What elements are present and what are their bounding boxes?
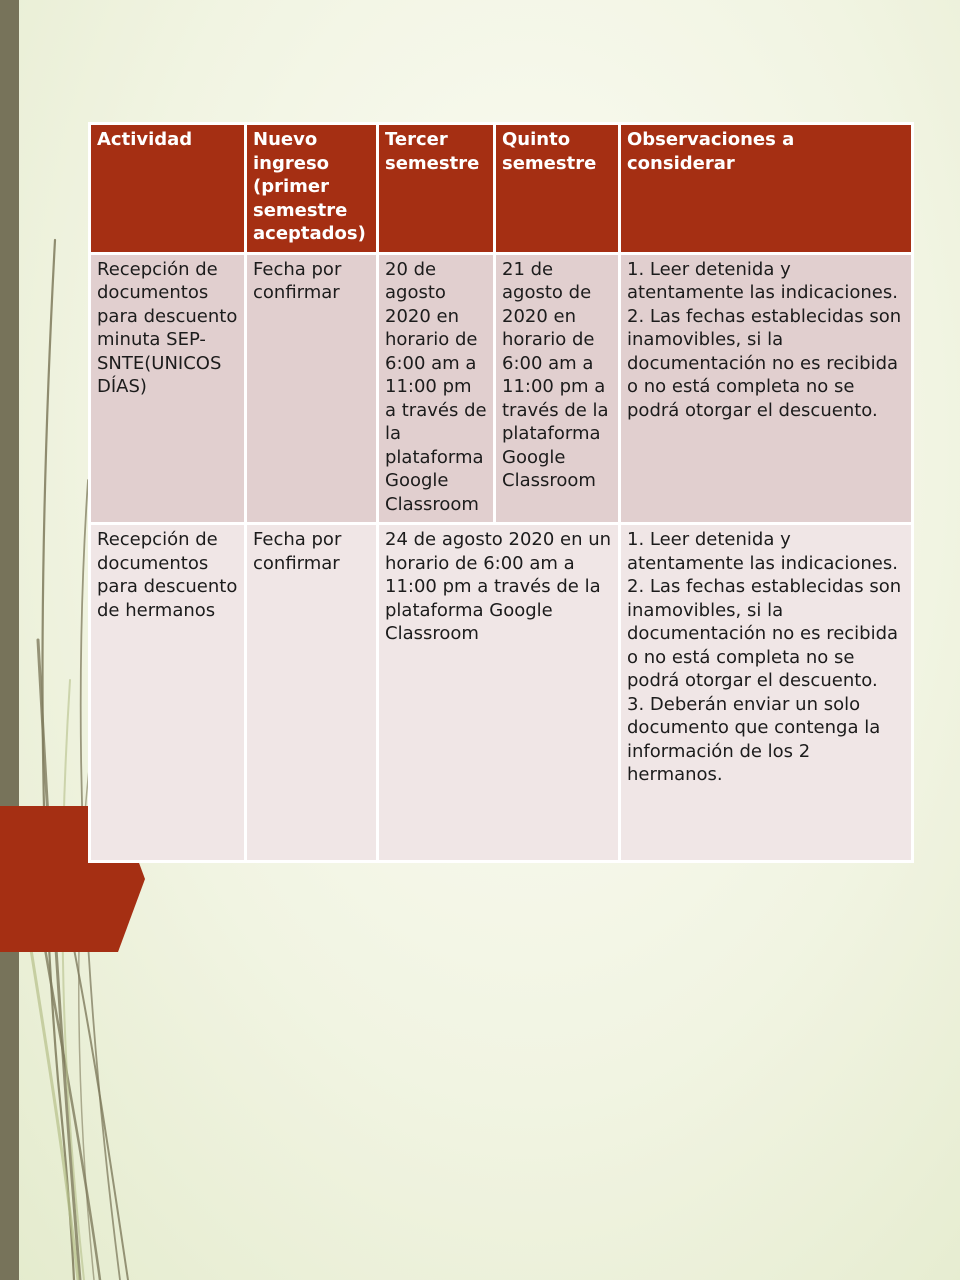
observation-item: 2. Las fechas establecidas son inamovibles, si la documentación no es recibida o no está completa no se podrá otorgar el descuento.	[627, 576, 902, 691]
cell-tercer-quinto-semestre: 24 de agosto 2020 en un horario de 6:00 am a 11:00 pm a través de la plataforma Google Classroom	[378, 524, 620, 862]
observation-item: 1. Leer detenida y atentamente las indicaciones.	[627, 529, 898, 574]
cell-observaciones	[620, 524, 913, 862]
observation-item: 3. Deberán enviar un solo documento que contenga la información de los 2 hermanos.	[627, 693, 881, 785]
table-header-row	[90, 124, 913, 254]
observation-item: 1. Leer detenida y atentamente las indicaciones.	[627, 258, 898, 303]
cell-observaciones	[620, 253, 913, 524]
header-tercer-semestre: Tercer semestre	[378, 124, 495, 254]
header-actividad: Actividad	[90, 124, 246, 254]
table-row	[90, 524, 913, 862]
cell-tercer-semestre: 20 de agosto 2020 en horario de 6:00 am a 11:00 pm a través de la plataforma Google Classroom	[378, 253, 495, 524]
observation-item: 2. Las fechas establecidas son inamovibles, si la documentación no es recibida o no está completa no se podrá otorgar el descuento.	[627, 305, 902, 421]
cell-actividad: Recepción de documentos para descuento de hermanos	[90, 524, 246, 862]
header-nuevo-ingreso: Nuevo ingreso (primer semestre aceptados)	[246, 124, 378, 254]
schedule-table	[88, 122, 914, 863]
cell-quinto-semestre: 21 de agosto de 2020 en horario de 6:00 am a 11:00 pm a través de la plataforma Google Classroom	[495, 253, 620, 524]
table-row	[90, 253, 913, 524]
header-observaciones: Observaciones a considerar	[620, 124, 913, 254]
cell-nuevo-ingreso: Fecha por confirmar	[246, 253, 378, 524]
cell-nuevo-ingreso: Fecha por confirmar	[246, 524, 378, 862]
header-quinto-semestre: Quinto semestre	[495, 124, 620, 254]
cell-actividad: Recepción de documentos para descuento minuta SEP-SNTE(UNICOS DÍAS)	[90, 253, 246, 524]
